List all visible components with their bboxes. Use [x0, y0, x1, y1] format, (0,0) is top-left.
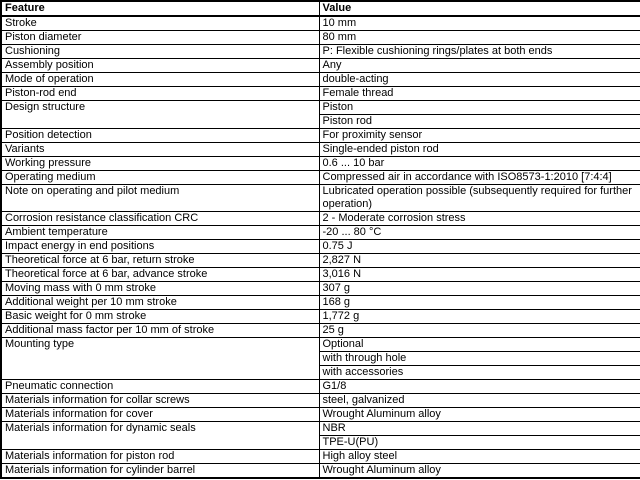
- table-row: [1, 296, 640, 310]
- value-cell: -20 ... 80 °C: [319, 226, 640, 240]
- value-cell: double-acting: [319, 73, 640, 87]
- table-row: [1, 226, 640, 240]
- table-row: [1, 338, 640, 352]
- feature-cell: Theoretical force at 6 bar, return stroke: [1, 254, 319, 268]
- feature-cell: Materials information for dynamic seals: [1, 422, 319, 450]
- value-cell: High alloy steel: [319, 450, 640, 464]
- value-cell: Female thread: [319, 87, 640, 101]
- feature-cell: Ambient temperature: [1, 226, 319, 240]
- table-row: [1, 450, 640, 464]
- value-cell: Any: [319, 59, 640, 73]
- value-cell: 168 g: [319, 296, 640, 310]
- column-header-value: Value: [319, 1, 640, 16]
- value-cell: Lubricated operation possible (subsequently required for further operation): [319, 185, 640, 212]
- feature-cell: Piston-rod end: [1, 87, 319, 101]
- value-cell: Compressed air in accordance with ISO8573-1:2010 [7:4:4]: [319, 171, 640, 185]
- feature-cell: Assembly position: [1, 59, 319, 73]
- feature-cell: Mode of operation: [1, 73, 319, 87]
- table-row: [1, 212, 640, 226]
- value-cell: with through hole: [319, 352, 640, 366]
- value-cell: 25 g: [319, 324, 640, 338]
- value-cell: 0.6 ... 10 bar: [319, 157, 640, 171]
- feature-cell: Materials information for cylinder barrel: [1, 464, 319, 479]
- table-row: [1, 408, 640, 422]
- table-row: [1, 254, 640, 268]
- value-cell: 80 mm: [319, 31, 640, 45]
- value-cell: NBR: [319, 422, 640, 436]
- value-cell: 0.75 J: [319, 240, 640, 254]
- feature-cell: Theoretical force at 6 bar, advance stroke: [1, 268, 319, 282]
- table-row: [1, 45, 640, 59]
- feature-cell: Materials information for collar screws: [1, 394, 319, 408]
- value-cell: steel, galvanized: [319, 394, 640, 408]
- value-cell: P: Flexible cushioning rings/plates at both ends: [319, 45, 640, 59]
- feature-cell: Position detection: [1, 129, 319, 143]
- value-cell: G1/8: [319, 380, 640, 394]
- value-cell: 3,016 N: [319, 268, 640, 282]
- value-cell: 2,827 N: [319, 254, 640, 268]
- value-cell: Wrought Aluminum alloy: [319, 408, 640, 422]
- table-row: [1, 422, 640, 436]
- table-row: [1, 129, 640, 143]
- feature-cell: Additional mass factor per 10 mm of stroke: [1, 324, 319, 338]
- feature-cell: Cushioning: [1, 45, 319, 59]
- feature-cell: Corrosion resistance classification CRC: [1, 212, 319, 226]
- header-row: [1, 1, 640, 16]
- table-row: [1, 324, 640, 338]
- table-row: [1, 185, 640, 212]
- table-row: [1, 394, 640, 408]
- feature-cell: Note on operating and pilot medium: [1, 185, 319, 212]
- value-cell: with accessories: [319, 366, 640, 380]
- column-header-feature: Feature: [1, 1, 319, 16]
- feature-cell: Stroke: [1, 16, 319, 31]
- table-row: [1, 310, 640, 324]
- value-cell: For proximity sensor: [319, 129, 640, 143]
- table-row: [1, 157, 640, 171]
- feature-cell: Mounting type: [1, 338, 319, 380]
- value-cell: Optional: [319, 338, 640, 352]
- feature-cell: Basic weight for 0 mm stroke: [1, 310, 319, 324]
- value-cell: Single-ended piston rod: [319, 143, 640, 157]
- table-row: [1, 59, 640, 73]
- value-cell: 2 - Moderate corrosion stress: [319, 212, 640, 226]
- feature-cell: Working pressure: [1, 157, 319, 171]
- feature-cell: Additional weight per 10 mm stroke: [1, 296, 319, 310]
- table-row: [1, 464, 640, 479]
- feature-cell: Pneumatic connection: [1, 380, 319, 394]
- feature-cell: Impact energy in end positions: [1, 240, 319, 254]
- spec-table-body: [1, 16, 640, 478]
- feature-cell: Materials information for cover: [1, 408, 319, 422]
- table-row: [1, 282, 640, 296]
- value-cell: 10 mm: [319, 16, 640, 31]
- table-row: [1, 268, 640, 282]
- feature-cell: Operating medium: [1, 171, 319, 185]
- feature-cell: Moving mass with 0 mm stroke: [1, 282, 319, 296]
- table-row: [1, 16, 640, 31]
- table-row: [1, 101, 640, 115]
- table-row: [1, 31, 640, 45]
- table-row: [1, 73, 640, 87]
- table-row: [1, 240, 640, 254]
- value-cell: TPE-U(PU): [319, 436, 640, 450]
- feature-cell: Piston diameter: [1, 31, 319, 45]
- table-row: [1, 171, 640, 185]
- feature-cell: Materials information for piston rod: [1, 450, 319, 464]
- value-cell: 307 g: [319, 282, 640, 296]
- value-cell: Piston rod: [319, 115, 640, 129]
- table-row: [1, 87, 640, 101]
- feature-cell: Design structure: [1, 101, 319, 129]
- value-cell: Piston: [319, 101, 640, 115]
- value-cell: Wrought Aluminum alloy: [319, 464, 640, 479]
- value-cell: 1,772 g: [319, 310, 640, 324]
- table-row: [1, 143, 640, 157]
- feature-cell: Variants: [1, 143, 319, 157]
- table-row: [1, 380, 640, 394]
